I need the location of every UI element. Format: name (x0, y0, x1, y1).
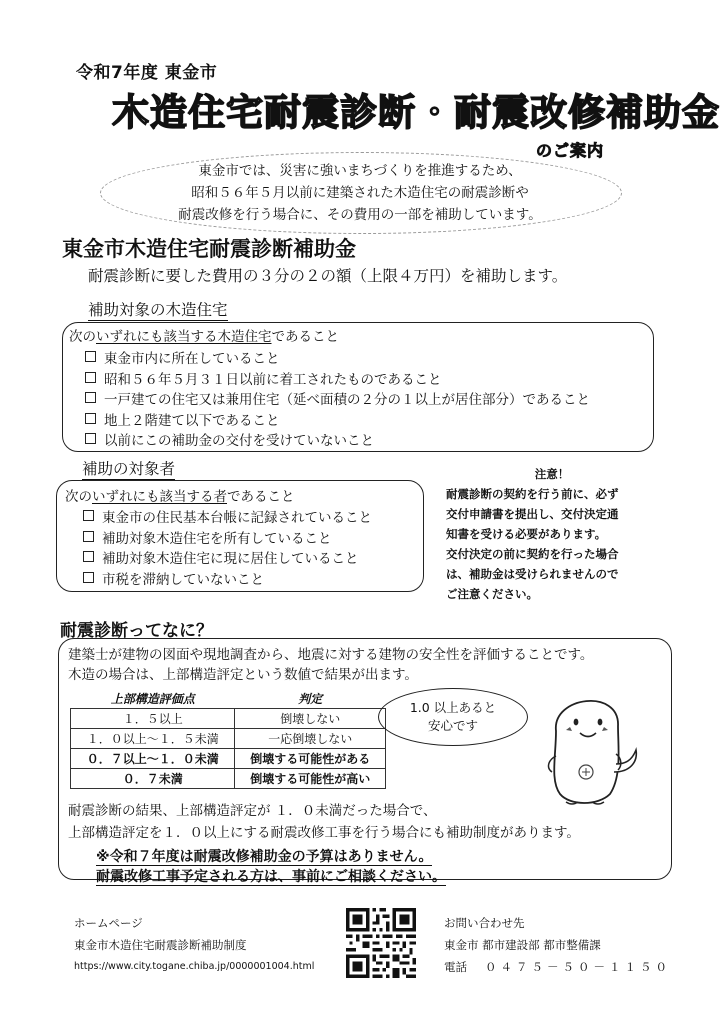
eligible-house-heading (88, 298, 228, 320)
diagnosis-result-text (68, 800, 580, 844)
table-cell: ０．７未満 (71, 769, 235, 789)
table-row (71, 709, 386, 729)
evaluation-table (70, 689, 386, 789)
list-item (83, 527, 372, 548)
list-item-text: 補助対象木造住宅を所有していること (102, 530, 332, 547)
eligible-person-heading-text: 補助の対象者 (82, 460, 176, 478)
budget-note (96, 846, 432, 866)
footer-contact (444, 912, 671, 978)
explanation-line: 建築士が建物の図面や現地調査から、地震に対する建物の安全性を評価することです。 (68, 647, 594, 663)
list-item (83, 568, 372, 589)
homepage-label: ホームページ (74, 916, 143, 930)
checkbox-icon (85, 392, 96, 403)
intro-text (100, 160, 620, 226)
contact-phone (444, 956, 671, 978)
list-item-text: 昭和５６年５月３１日以前に着工されたものであること (104, 371, 442, 388)
checkbox-icon (85, 433, 96, 444)
subsidy-heading: 東金市木造住宅耐震診断補助金 (62, 237, 356, 261)
bubble-line: 1.0 以上あると (409, 700, 497, 715)
list-item-text: 東金市の住民基本台帳に記録されていること (102, 510, 372, 526)
notice-block (446, 464, 658, 604)
title-suffix: のご案内 (536, 141, 605, 160)
checkbox-icon (85, 413, 96, 424)
notice-line: 知書を受ける必要があります。 (446, 527, 607, 541)
checkbox-icon (85, 351, 96, 362)
checkbox-icon (83, 510, 94, 521)
speech-bubble (378, 688, 528, 746)
list-item-text: 地上２階建て以下であること (104, 412, 280, 429)
eligible-person-lead (65, 485, 295, 505)
table-row (71, 729, 386, 749)
eligible-house-list (85, 347, 590, 450)
list-item (85, 429, 590, 450)
header-subtitle: 令和7年度 東金市 (76, 63, 218, 83)
eligible-person-list (83, 506, 372, 588)
list-item (83, 506, 372, 527)
notice-line: は、補助金は受けられませんので (446, 567, 619, 581)
intro-line: 耐震改修を行う場合に、その費用の一部を補助しています。 (178, 207, 542, 223)
list-item (85, 347, 590, 368)
budget-note-text: ※令和７年度は耐震改修補助金の予算はありません。 (96, 849, 433, 865)
list-item (83, 547, 372, 568)
eligible-person-box (56, 480, 424, 592)
table-cell: 倒壊しない (235, 709, 386, 729)
homepage-url-link[interactable]: https://www.city.togane.chiba.jp/0000001004.html (74, 961, 315, 972)
notice-line: 交付決定の前に契約を行った場合 (446, 547, 619, 561)
intro-line: 昭和５６年５月以前に建築された木造住宅の耐震診断や (191, 185, 529, 201)
contact-dept: 東金市 都市建設部 都市整備課 (444, 938, 601, 952)
table-cell: 倒壊する可能性がある (235, 749, 386, 769)
page-title: 木造住宅耐震診断・耐震改修補助金 (112, 91, 720, 134)
eligible-house-heading-text: 補助対象の木造住宅 (88, 301, 228, 319)
table-header: 判定 (235, 689, 386, 709)
qr-code-icon[interactable] (346, 908, 416, 978)
result-line: 耐震診断の結果、上部構造評定が １．０未満だった場合で、 (68, 803, 437, 819)
list-item-text: 一戸建ての住宅又は兼用住宅（延べ面積の２分の１以上が居住部分）であること (104, 392, 590, 408)
table-cell: 一応倒壊しない (235, 729, 386, 749)
table-cell: １．５以上 (71, 709, 235, 729)
eligible-house-lead (69, 325, 339, 345)
list-item (85, 388, 590, 409)
checkbox-icon (85, 372, 96, 383)
what-is-heading: 耐震診断ってなに？ (60, 621, 213, 641)
table-header: 上部構造評価点 (71, 689, 235, 709)
eligible-house-box (62, 322, 654, 452)
explanation-line: 木造の場合は、上部構造評定という数値で結果が出ます。 (68, 667, 418, 683)
list-item-text: 東金市内に所在していること (104, 351, 280, 367)
table-cell: ０．７以上～１．０未満 (71, 749, 235, 769)
list-item (85, 368, 590, 389)
list-item-text: 補助対象木造住宅に現に居住していること (102, 551, 359, 567)
table-row (71, 769, 386, 789)
table-header-row (71, 689, 386, 709)
subsidy-lead: 耐震診断に要した費用の３分の２の額（上限４万円）を補助します。 (88, 267, 568, 285)
contact-label: お問い合わせ先 (444, 916, 525, 930)
homepage-title: 東金市木造住宅耐震診断補助制度 (74, 938, 247, 952)
eligible-person-heading (82, 457, 175, 479)
checkbox-icon (83, 531, 94, 542)
notice-line: ご注意ください。 (446, 587, 538, 601)
bubble-line: 安心です (427, 718, 478, 733)
phone-label: 電話 (444, 960, 467, 974)
consult-note (96, 866, 446, 886)
consult-note-text: 耐震改修工事予定される方は、事前にご相談ください。 (96, 869, 446, 885)
phone-number: ０４７５－５０－１１５０ (485, 960, 671, 974)
lead-emphasis: いずれにも該当する者 (92, 489, 227, 505)
list-item-text: 市税を滞納していないこと (102, 571, 264, 588)
notice-title: 注意！ (534, 467, 570, 481)
list-item (85, 409, 590, 430)
mascot-illustration (526, 676, 646, 808)
checkbox-icon (83, 551, 94, 562)
notice-line: 耐震診断の契約を行う前に、必ず (446, 487, 619, 501)
what-is-explanation (68, 645, 593, 685)
lead-post: であること (227, 489, 295, 505)
footer-homepage (74, 912, 314, 978)
table-cell: １．０以上～１．５未満 (71, 729, 235, 749)
notice-line: 交付申請書を提出し、交付決定通 (446, 507, 619, 521)
table-cell: 倒壊する可能性が高い (235, 769, 386, 789)
lead-pre: 次の (69, 329, 96, 345)
lead-emphasis: いずれにも該当する木造住宅 (96, 329, 272, 345)
table-row (71, 749, 386, 769)
checkbox-icon (83, 572, 94, 583)
list-item-text: 以前にこの補助金の交付を受けていないこと (104, 433, 374, 449)
result-line: 上部構造評定を１．０以上にする耐震改修工事を行う場合にも補助制度があります。 (68, 825, 580, 841)
intro-line: 東金市では、災害に強いまちづくりを推進するため、 (198, 163, 522, 179)
lead-pre: 次の (65, 489, 92, 505)
lead-post: であること (271, 329, 339, 345)
